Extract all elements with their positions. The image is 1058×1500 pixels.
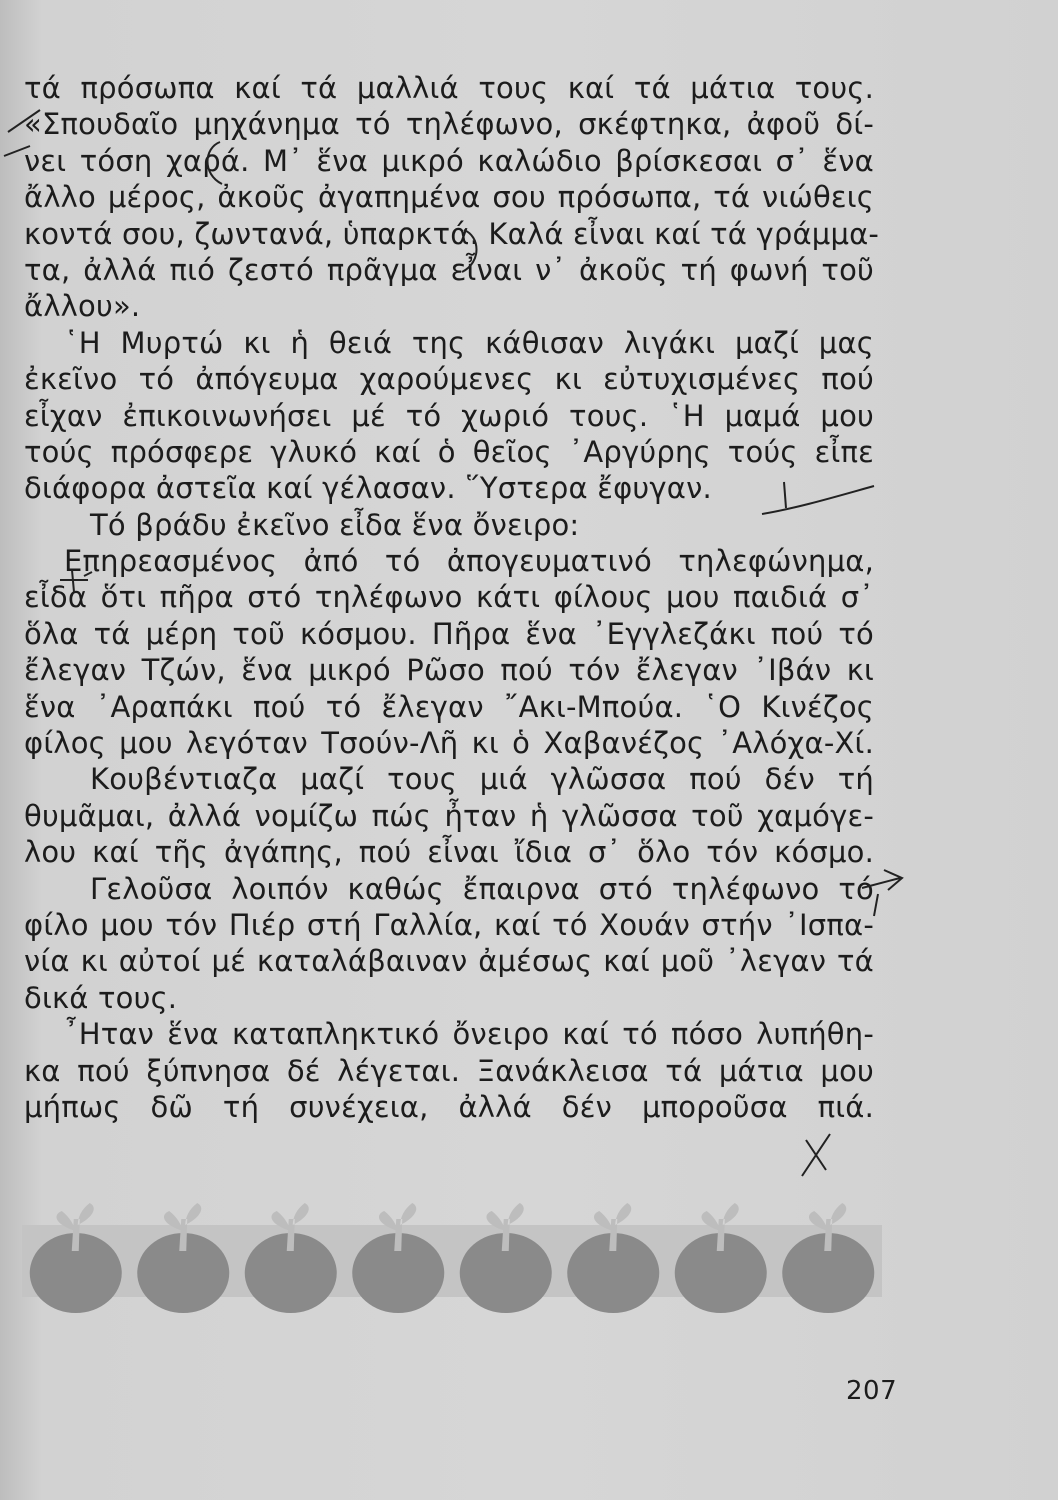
page-number: 207 [846,1376,898,1406]
text-line: ἕνα ᾽Αραπάκι πού τό ἔλεγαν ῎Ακι-Μπούα. ῾Ο Κινέζος [24,689,874,724]
handwritten-cross-mark [56,566,96,596]
text-line: δικά τους. [24,980,178,1015]
text-line: κα πού ξύπνησα δέ λέγεται. Ξανάκλεισα τά μάτια μου [24,1053,874,1088]
handwritten-arrow-mark [858,860,908,920]
text-line: κοντά σου, ζωντανά, ὑπαρκτά. Καλά εἶναι καί τά γράμμα- [24,216,880,251]
text-line: θυμᾶμαι, ἀλλά νομίζω πώς ἦταν ἡ γλῶσσα τοῦ χαμόγε- [24,798,874,833]
handwritten-bracket-mark [196,138,226,188]
fruit-illustration [22,1195,882,1313]
text-line: τούς πρόσφερε γλυκό καί ὁ θεῖος ᾽Αργύρης τούς εἶπε [24,434,874,469]
handwritten-dash-mark [0,104,50,164]
fruit-icon [30,1203,122,1313]
text-line: ῏Ηταν ἕνα καταπληκτικό ὄνειρο καί τό πόσο λυπήθη- [64,1017,874,1052]
text-line: φίλο μου τόν Πιέρ στή Γαλλία, καί τό Χουάν στήν ᾽Ισπα- [24,907,874,942]
text-line: ἐκεῖνο τό ἀπόγευμα χαρούμενες κι εὐτυχισμένες πού [24,362,874,397]
text-line: λου καί τῆς ἀγάπης, πού εἶναι ἴδια σ᾽ ὅλο τόν κόσμο. [24,835,874,870]
text-line: ἄλλο μέρος, ἀκοῦς ἀγαπημένα σου πρόσωπα, τά νιώθεις [24,180,874,215]
text-line: ἄλλου». [24,289,141,324]
text-line: ὅλα τά μέρη τοῦ κόσμου. Πῆρα ἕνα ᾽Εγγλεζάκι πού τό [24,616,874,651]
text-line: εἶδα ὅτι πῆρα στό τηλέφωνο κάτι φίλους μου παιδιά σ᾽ [24,580,874,615]
text-line: Γελοῦσα λοιπόν καθώς ἔπαιρνα στό τηλέφωνο τό [90,871,874,906]
handwritten-cross-mark [796,1130,836,1184]
text-line: φίλος μου λεγόταν Τσούν-Λῆ κι ὁ Χαβανέζος ᾽Αλόχα-Χί. [24,726,874,761]
fruit-icon [352,1203,444,1313]
text-line: ῾Η Μυρτώ κι ἡ θειά της κάθισαν λιγάκι μαζί μας [64,325,874,360]
handwritten-tick-mark [758,478,878,528]
text-line: Τό βράδυ ἐκεῖνο εἶδα ἕνα ὄνειρο: [90,507,580,542]
text-line: νει τόση χαρά. Μ᾽ ἕνα μικρό καλώδιο βρίσκεσαι σ᾽ ἕνα [24,143,874,178]
text-line: τα, ἀλλά πιό ζεστό πρᾶγμα εἶναι ν᾽ ἀκοῦς τή φωνή τοῦ [24,252,874,287]
handwritten-bracket-mark [458,226,488,276]
text-line: Επηρεασμένος ἀπό τό ἀπογευματινό τηλεφώνημα, [64,544,874,579]
text-line: «Σπουδαῖο μηχάνημα τό τηλέφωνο, σκέφτηκα, ἀφοῦ δί- [24,107,874,142]
fruit-icon [675,1203,767,1313]
fruit-icon [460,1203,552,1313]
fruit-icon [245,1203,337,1313]
fruit-icon [782,1203,874,1313]
fruit-icon [137,1203,229,1313]
text-line: τά πρόσωπα καί τά μαλλιά τους καί τά μάτια τους. [24,71,874,105]
body-text [24,70,880,1125]
fruit-icon [567,1203,659,1313]
text-line: Κουβέντιαζα μαζί τους μιά γλῶσσα πού δέν τή [90,762,874,797]
text-line: νία κι αὐτοί μέ καταλάβαιναν ἀμέσως καί μοῦ ᾽λεγαν τά [24,944,874,979]
text-line: διάφορα ἀστεῖα καί γέλασαν. ῞Υστερα ἔφυγαν. [24,471,712,506]
text-line: μήπως δῶ τή συνέχεια, ἀλλά δέν μποροῦσα πιά. [24,1089,874,1124]
text-line: εἶχαν ἐπικοινωνήσει μέ τό χωριό τους. ῾Η μαμά μου [24,398,874,433]
text-line: ἔλεγαν Τζών, ἕνα μικρό Ρῶσο πού τόν ἔλεγαν ᾽Ιβάν κι [24,653,874,688]
